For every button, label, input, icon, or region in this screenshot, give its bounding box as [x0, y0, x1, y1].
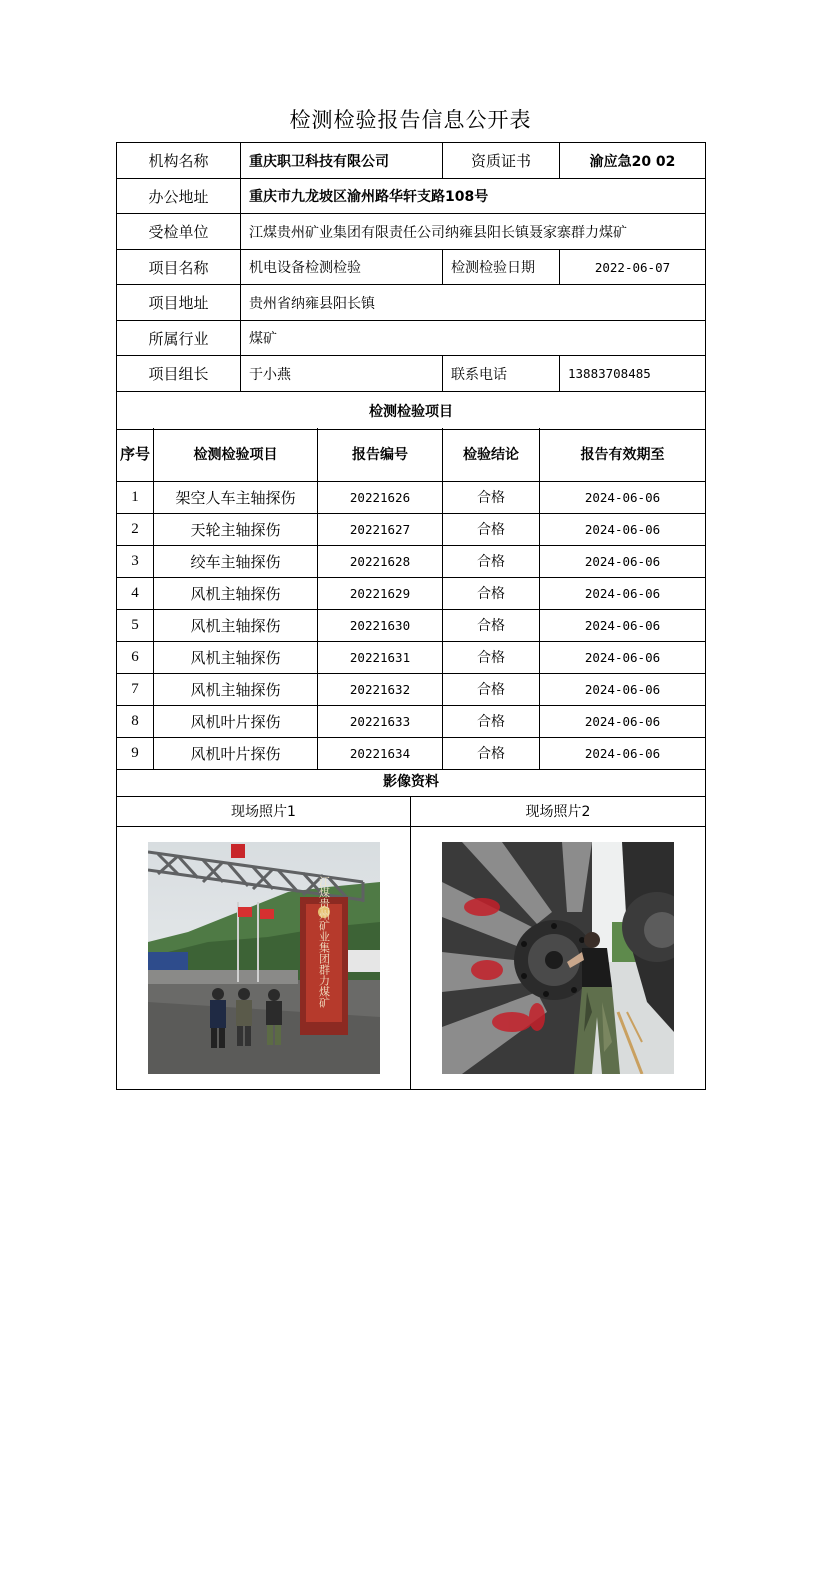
table-row	[117, 609, 706, 641]
header-report-no: 报告编号	[318, 428, 443, 481]
date-label: 检测检验日期	[443, 250, 560, 285]
row-valid-until: 2024-06-06	[540, 481, 706, 513]
row-conclusion: 合格	[443, 737, 540, 769]
leader-value: 于小燕	[241, 356, 443, 392]
industry-label: 所属行业	[117, 321, 241, 356]
inspected-label: 受检单位	[117, 214, 241, 250]
table-row	[117, 705, 706, 737]
photo1-sign-text: 江煤贵州矿业集团群力煤矿	[317, 875, 330, 1008]
images-table	[116, 766, 706, 1090]
cert-label: 资质证书	[443, 143, 560, 179]
org-name-label: 机构名称	[117, 143, 241, 179]
table-row	[117, 737, 706, 769]
row-seq: 6	[117, 641, 154, 673]
row-item: 风机主轴探伤	[154, 673, 318, 705]
images-section-title: 影像资料	[117, 766, 706, 796]
row-report-no: 20221630	[318, 609, 443, 641]
row-conclusion: 合格	[443, 641, 540, 673]
project-name-label: 项目名称	[117, 250, 241, 285]
row-valid-until: 2024-06-06	[540, 673, 706, 705]
phone-label: 联系电话	[443, 356, 560, 392]
row-item: 绞车主轴探伤	[154, 545, 318, 577]
org-name-value: 重庆职卫科技有限公司	[241, 143, 443, 179]
items-header-row	[117, 428, 706, 481]
leader-label: 项目组长	[117, 356, 241, 392]
row-valid-until: 2024-06-06	[540, 545, 706, 577]
row-item: 风机叶片探伤	[154, 705, 318, 737]
info-table	[116, 142, 706, 430]
row-seq: 5	[117, 609, 154, 641]
row-conclusion: 合格	[443, 513, 540, 545]
row-conclusion: 合格	[443, 705, 540, 737]
row-seq: 4	[117, 577, 154, 609]
cert-value: 渝应急20 02	[560, 143, 706, 179]
row-report-no: 20221629	[318, 577, 443, 609]
page-title: 检测检验报告信息公开表	[289, 108, 532, 132]
photo1-cell	[117, 826, 411, 1089]
row-item: 架空人车主轴探伤	[154, 481, 318, 513]
office-label: 办公地址	[117, 179, 241, 214]
row-valid-until: 2024-06-06	[540, 609, 706, 641]
row-valid-until: 2024-06-06	[540, 737, 706, 769]
row-seq: 9	[117, 737, 154, 769]
row-valid-until: 2024-06-06	[540, 513, 706, 545]
row-conclusion: 合格	[443, 577, 540, 609]
row-conclusion: 合格	[443, 673, 540, 705]
table-row	[117, 577, 706, 609]
row-valid-until: 2024-06-06	[540, 641, 706, 673]
photo2-label: 现场照片2	[411, 796, 706, 826]
table-row	[117, 673, 706, 705]
header-item: 检测检验项目	[154, 428, 318, 481]
industry-value: 煤矿	[241, 321, 706, 356]
row-report-no: 20221626	[318, 481, 443, 513]
table-row	[117, 641, 706, 673]
row-item: 天轮主轴探伤	[154, 513, 318, 545]
site-photo-2	[442, 842, 674, 1074]
table-row	[117, 513, 706, 545]
header-conclusion: 检验结论	[443, 428, 540, 481]
row-seq: 7	[117, 673, 154, 705]
row-report-no: 20221631	[318, 641, 443, 673]
row-report-no: 20221632	[318, 673, 443, 705]
row-seq: 1	[117, 481, 154, 513]
row-seq: 2	[117, 513, 154, 545]
row-conclusion: 合格	[443, 545, 540, 577]
row-valid-until: 2024-06-06	[540, 705, 706, 737]
row-seq: 3	[117, 545, 154, 577]
row-report-no: 20221634	[318, 737, 443, 769]
project-addr-label: 项目地址	[117, 285, 241, 321]
office-value: 重庆市九龙坡区渝州路华轩支路108号	[241, 179, 706, 214]
row-report-no: 20221627	[318, 513, 443, 545]
photo1-label: 现场照片1	[117, 796, 411, 826]
row-valid-until: 2024-06-06	[540, 577, 706, 609]
header-valid-until: 报告有效期至	[540, 428, 706, 481]
row-report-no: 20221628	[318, 545, 443, 577]
phone-value: 13883708485	[560, 356, 706, 392]
row-item: 风机主轴探伤	[154, 609, 318, 641]
row-item: 风机叶片探伤	[154, 737, 318, 769]
table-row	[117, 545, 706, 577]
row-report-no: 20221633	[318, 705, 443, 737]
row-item: 风机主轴探伤	[154, 577, 318, 609]
header-seq: 序号	[117, 428, 154, 481]
items-section-title: 检测检验项目	[117, 392, 706, 430]
project-name-value: 机电设备检测检验	[241, 250, 443, 285]
project-addr-value: 贵州省纳雍县阳长镇	[241, 285, 706, 321]
row-conclusion: 合格	[443, 481, 540, 513]
row-item: 风机主轴探伤	[154, 641, 318, 673]
date-value: 2022-06-07	[560, 250, 706, 285]
items-table	[116, 428, 706, 770]
row-seq: 8	[117, 705, 154, 737]
people-group	[210, 988, 282, 1048]
table-row	[117, 481, 706, 513]
site-photo-1	[148, 842, 380, 1074]
inspected-value: 江煤贵州矿业集团有限责任公司纳雍县阳长镇聂家寨群力煤矿	[241, 214, 706, 250]
row-conclusion: 合格	[443, 609, 540, 641]
photo2-cell	[411, 826, 706, 1089]
